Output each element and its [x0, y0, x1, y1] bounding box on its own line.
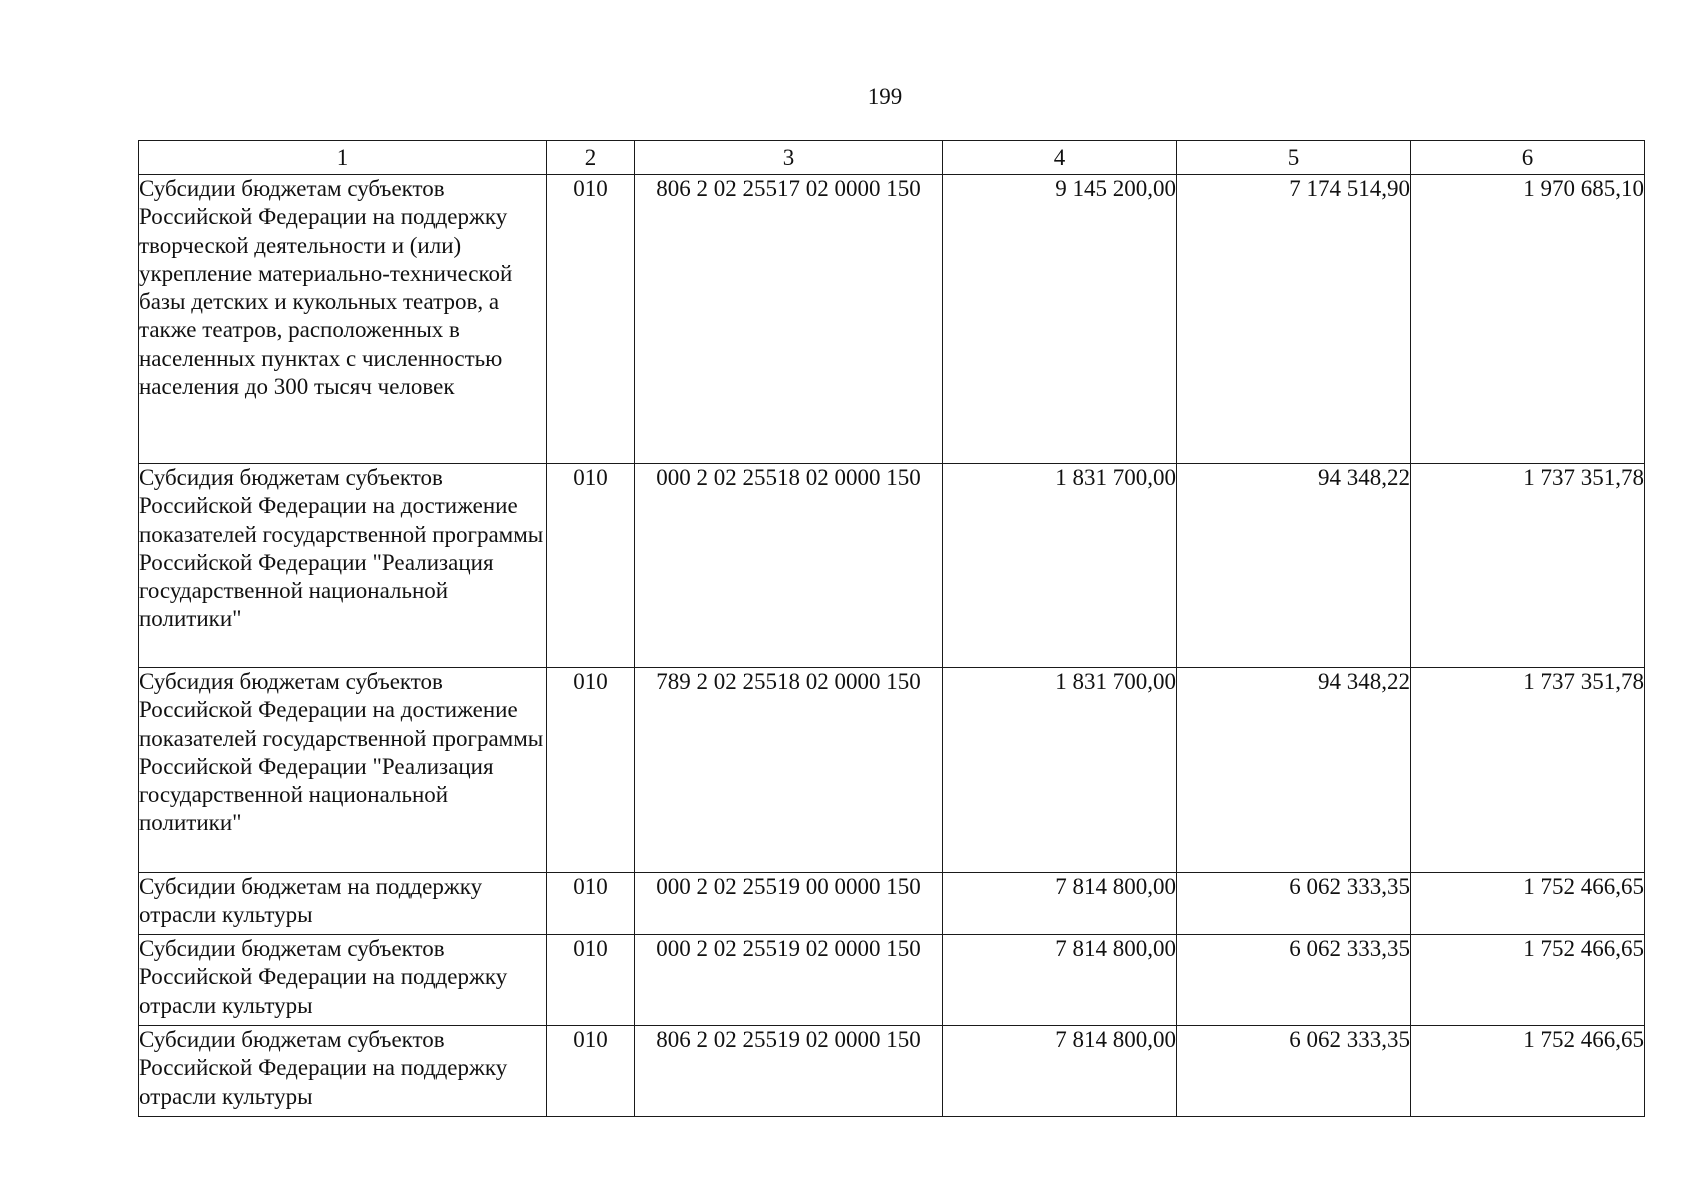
table-row: [139, 668, 1645, 873]
row-budget-code: 000 2 02 25518 02 0000 150: [635, 464, 943, 668]
row-approved-amount: 9 145 200,00: [943, 175, 1177, 464]
column-header-4: 4: [943, 141, 1177, 175]
table-row: [139, 935, 1645, 1026]
row-remainder-amount: 1 737 351,78: [1411, 668, 1645, 873]
row-executed-amount: 7 174 514,90: [1177, 175, 1411, 464]
table-row: [139, 175, 1645, 464]
column-header-2: 2: [547, 141, 635, 175]
table-row: [139, 464, 1645, 668]
row-line-code: 010: [547, 175, 635, 464]
table-row: [139, 873, 1645, 935]
row-budget-code: 806 2 02 25519 02 0000 150: [635, 1026, 943, 1117]
row-remainder-amount: 1 752 466,65: [1411, 935, 1645, 1026]
row-approved-amount: 1 831 700,00: [943, 668, 1177, 873]
column-header-5: 5: [1177, 141, 1411, 175]
row-budget-code: 806 2 02 25517 02 0000 150: [635, 175, 943, 464]
row-name: Субсидия бюджетам субъектов Российской Федерации на достижение показателей государственной программы Российской Федерации "Реализация государственной национальной политики": [139, 668, 547, 873]
row-line-code: 010: [547, 935, 635, 1026]
row-remainder-amount: 1 752 466,65: [1411, 873, 1645, 935]
row-name: Субсидии бюджетам на поддержку отрасли культуры: [139, 873, 547, 935]
column-header-3: 3: [635, 141, 943, 175]
column-header-6: 6: [1411, 141, 1645, 175]
row-budget-code: 789 2 02 25518 02 0000 150: [635, 668, 943, 873]
row-remainder-amount: 1 752 466,65: [1411, 1026, 1645, 1117]
row-budget-code: 000 2 02 25519 00 0000 150: [635, 873, 943, 935]
row-budget-code: 000 2 02 25519 02 0000 150: [635, 935, 943, 1026]
budget-table: [138, 140, 1645, 1117]
row-name: Субсидии бюджетам субъектов Российской Федерации на поддержку отрасли культуры: [139, 1026, 547, 1117]
row-executed-amount: 94 348,22: [1177, 464, 1411, 668]
row-executed-amount: 6 062 333,35: [1177, 873, 1411, 935]
row-line-code: 010: [547, 464, 635, 668]
column-header-1: 1: [139, 141, 547, 175]
row-executed-amount: 6 062 333,35: [1177, 1026, 1411, 1117]
table-row: [139, 1026, 1645, 1117]
row-executed-amount: 94 348,22: [1177, 668, 1411, 873]
row-approved-amount: 7 814 800,00: [943, 1026, 1177, 1117]
header-row: [139, 141, 1645, 175]
row-approved-amount: 7 814 800,00: [943, 935, 1177, 1026]
row-name: Субсидии бюджетам субъектов Российской Федерации на поддержку творческой деятельности и (или) укрепление материально-технической базы детских и кукольных театров, а также театров, расположенных в населенных пунктах с численностью населения до 300 тысяч человек: [139, 175, 547, 464]
row-line-code: 010: [547, 1026, 635, 1117]
page-number: 199: [867, 84, 903, 109]
row-line-code: 010: [547, 668, 635, 873]
row-executed-amount: 6 062 333,35: [1177, 935, 1411, 1026]
row-remainder-amount: 1 970 685,10: [1411, 175, 1645, 464]
row-approved-amount: 1 831 700,00: [943, 464, 1177, 668]
row-line-code: 010: [547, 873, 635, 935]
row-name: Субсидия бюджетам субъектов Российской Федерации на достижение показателей государственной программы Российской Федерации "Реализация государственной национальной политики": [139, 464, 547, 668]
row-name: Субсидии бюджетам субъектов Российской Федерации на поддержку отрасли культуры: [139, 935, 547, 1026]
row-approved-amount: 7 814 800,00: [943, 873, 1177, 935]
row-remainder-amount: 1 737 351,78: [1411, 464, 1645, 668]
